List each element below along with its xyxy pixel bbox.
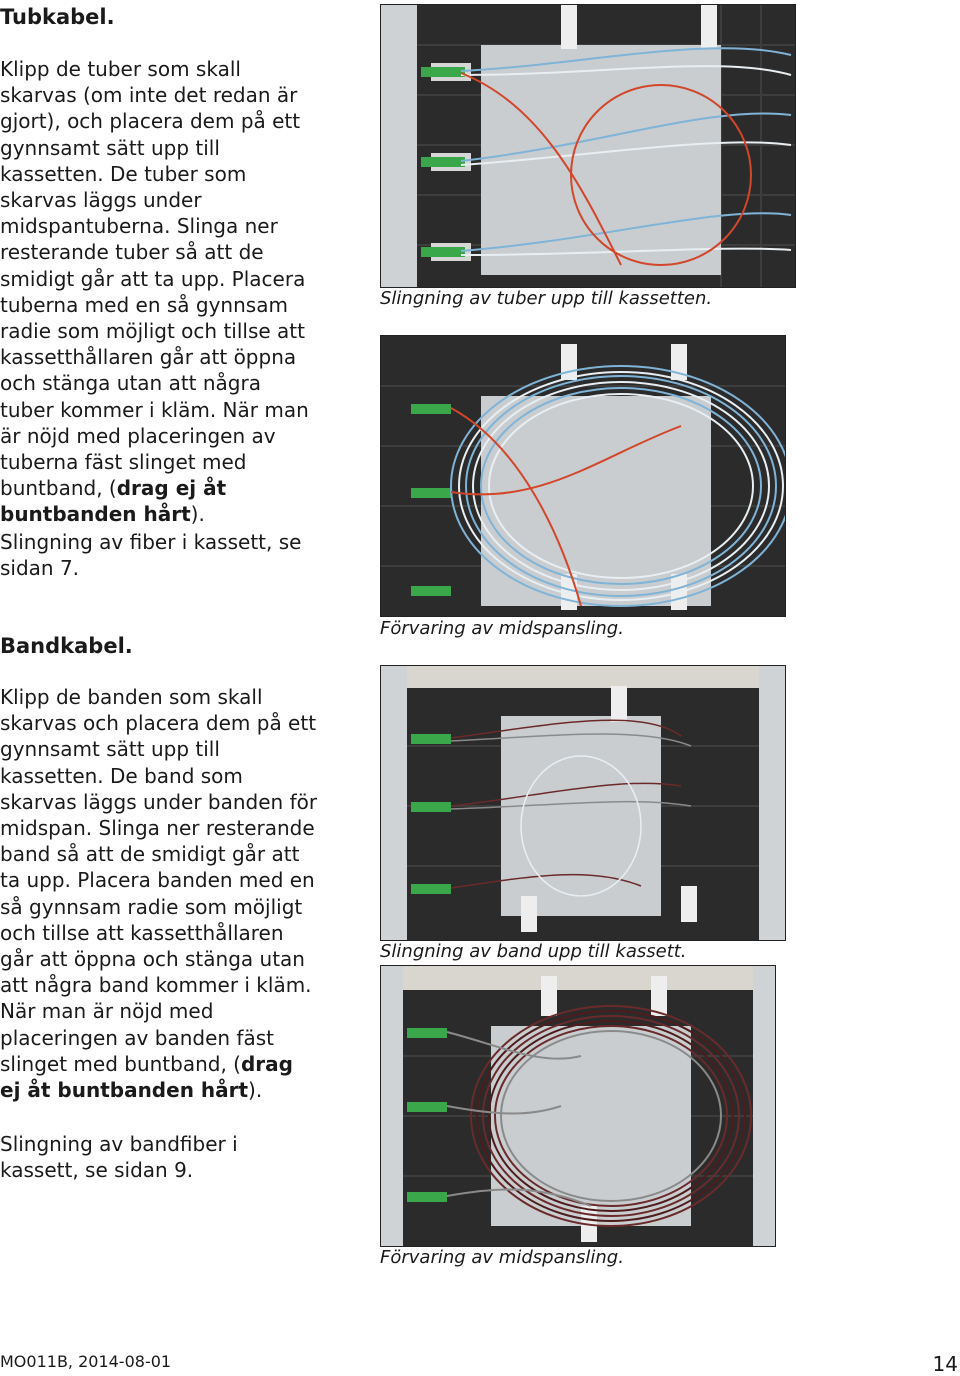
caption-photo-2: Förvaring av midspansling. xyxy=(380,618,624,639)
tube-reference: Slingning av fiber i kassett, se sidan 7. xyxy=(0,530,302,581)
photo-midspan-storage-band-illustration xyxy=(381,966,775,1246)
band-instructions xyxy=(0,684,318,1103)
band-instructions-text: Klipp de banden som skall skarvas och placera dem på ett gynnsamt sätt upp till kassetten. De band som skarvas läggs under banden för midspan. Slinga ner resterande band så att de smidigt går att ta upp. Placera banden med en så gynnsam radie som möjligt och tillse att kassetthållaren går att öppna och stänga utan att några band kommer i kläm. När man är nöjd med placeringen av banden fäst slinget med buntband, ( xyxy=(0,685,318,1076)
band-instructions-end: ). xyxy=(248,1078,263,1103)
photo-midspan-storage-tube xyxy=(380,335,786,617)
caption-photo-4: Förvaring av midspansling. xyxy=(380,1247,624,1268)
tube-instructions-end: ). xyxy=(190,502,205,527)
section-heading-band: Bandkabel. xyxy=(0,634,133,658)
band-warning: drag ej åt buntbanden hårt xyxy=(0,1051,293,1103)
band-reference: Slingning av bandfiber i kassett, se sidan 9. xyxy=(0,1132,238,1183)
caption-photo-3: Slingning av band upp till kassett. xyxy=(380,941,687,962)
tube-instructions xyxy=(0,56,318,528)
section-heading-tube: Tubkabel. xyxy=(0,5,115,29)
photo-band-routing-illustration xyxy=(381,666,785,940)
photo-midspan-storage-tube-illustration xyxy=(381,336,785,616)
tube-instructions-text: Klipp de tuber som skall skarvas (om inte det redan är gjort), och placera dem på ett gynnsamt sätt upp till kassetten. De tuber som skarvas läggs under midspantuberna. Slinga ner resterande tuber så att de smidigt går att ta upp. Placera tuberna med en så gynnsam radie som möjligt och tillse att kassetthållaren går att öppna och stänga utan att några tuber kommer i kläm. När man är nöjd med placeringen av tuberna fäst slinget med buntband, ( xyxy=(0,57,309,501)
photo-band-routing xyxy=(380,665,786,941)
caption-photo-1: Slingning av tuber upp till kassetten. xyxy=(380,288,713,309)
photo-tube-routing-illustration xyxy=(381,5,795,287)
photo-tube-routing xyxy=(380,4,796,288)
document-id: MO011B, 2014-08-01 xyxy=(0,1352,172,1371)
tube-warning: drag ej åt buntbanden hårt xyxy=(0,476,227,527)
page-number: 14 xyxy=(932,1352,958,1376)
photo-midspan-storage-band xyxy=(380,965,776,1247)
